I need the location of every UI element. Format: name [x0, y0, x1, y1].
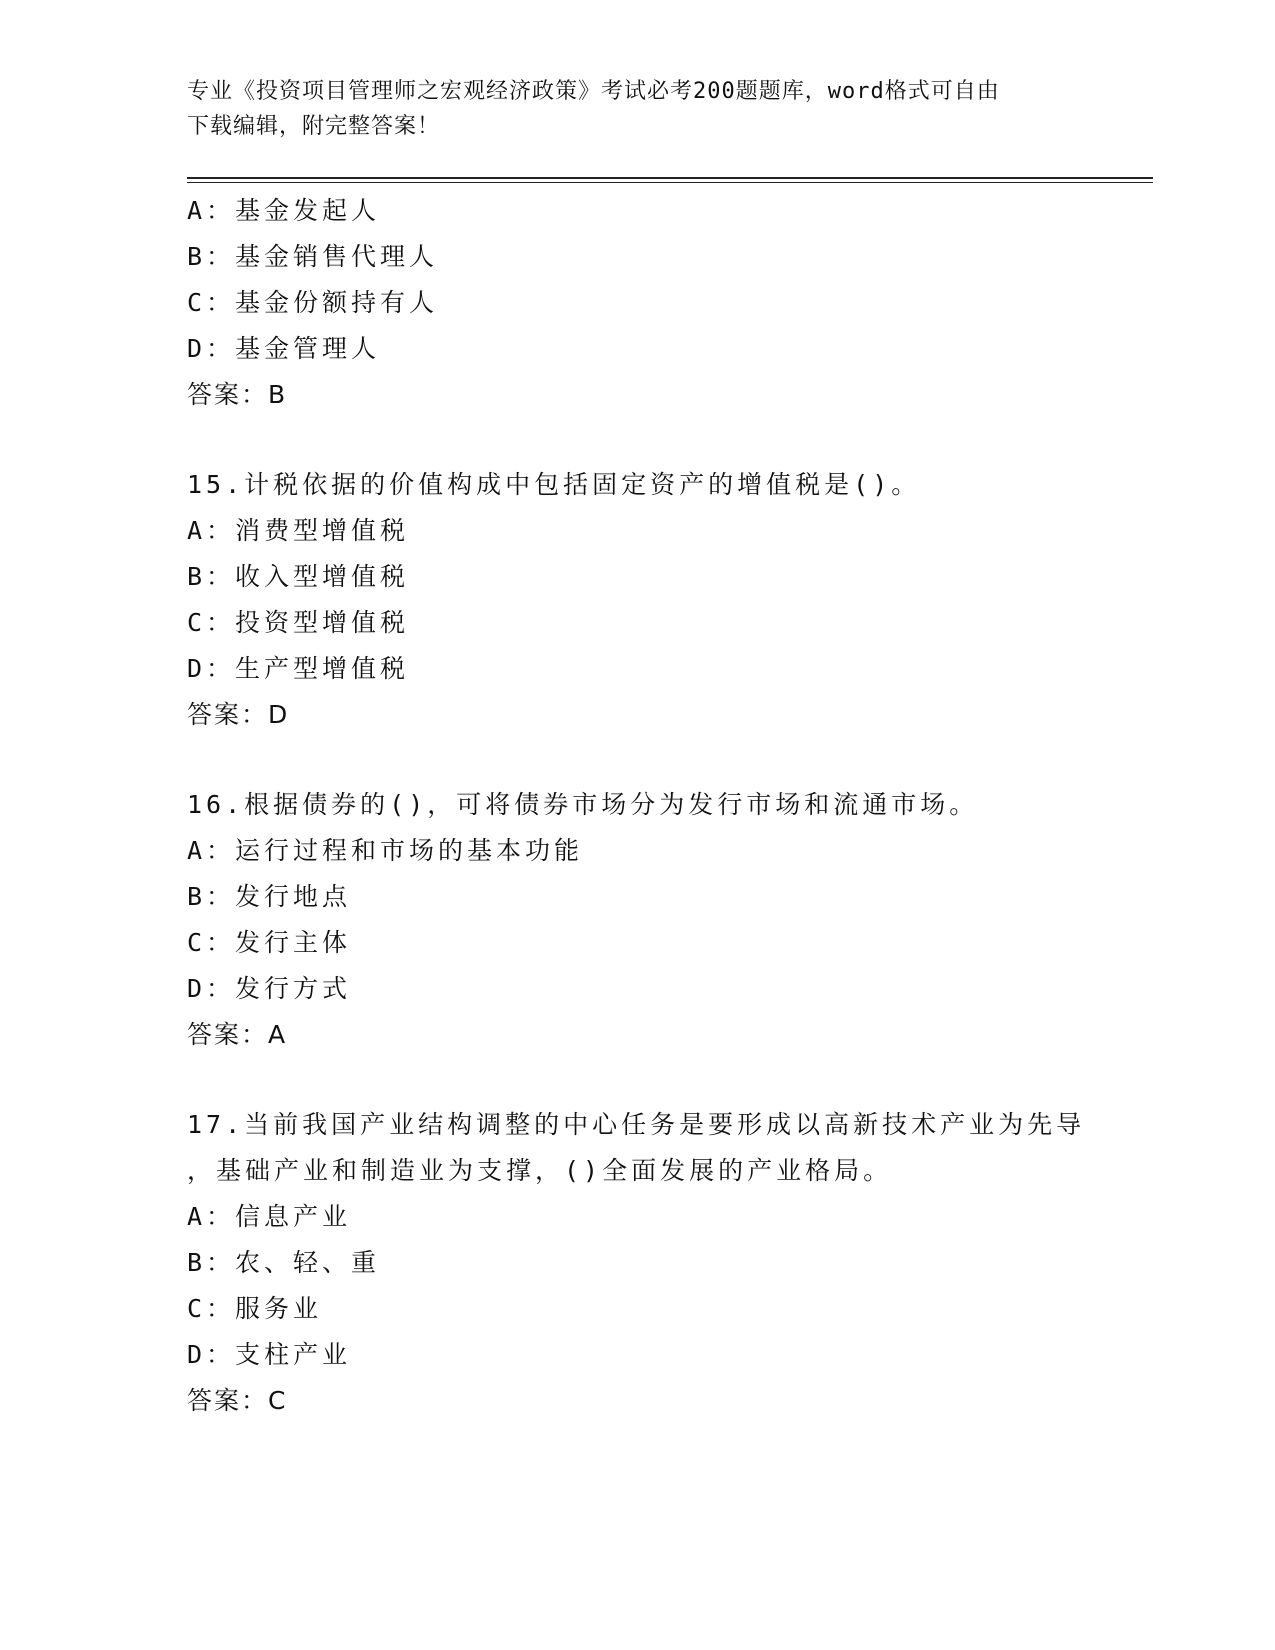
question-text: 15.计税依据的价值构成中包括固定资产的增值税是()。	[187, 470, 921, 499]
header-rule-thick	[187, 177, 1153, 179]
header-line-1: 专业《投资项目管理师之宏观经济政策》考试必考200题题库，word格式可自由	[187, 79, 1000, 104]
option-d: D：发行方式	[187, 974, 352, 1003]
option-a: A：消费型增值税	[187, 516, 410, 545]
option-d: D：支柱产业	[187, 1340, 352, 1369]
question-text-line-2: ，基础产业和制造业为支撑，()全面发展的产业格局。	[187, 1156, 893, 1185]
question-list	[187, 188, 1153, 1424]
answer-line: 答案：D	[187, 700, 290, 729]
question-block-15	[187, 462, 1153, 738]
document-header	[187, 74, 1087, 144]
question-block-14	[187, 188, 1153, 418]
option-c: C：服务业	[187, 1294, 323, 1323]
option-d: D：基金管理人	[187, 334, 381, 363]
question-text: 16.根据债券的()，可将债券市场分为发行市场和流通市场。	[187, 790, 979, 819]
answer-line: 答案：B	[187, 380, 288, 409]
question-text-line-1: 17.当前我国产业结构调整的中心任务是要形成以高新技术产业为先导	[187, 1110, 1086, 1139]
header-line-2: 下载编辑，附完整答案！	[187, 114, 441, 139]
header-rule-thin	[187, 182, 1153, 183]
option-c: C：基金份额持有人	[187, 288, 439, 317]
option-b: B：发行地点	[187, 882, 352, 911]
option-a: A：信息产业	[187, 1202, 352, 1231]
option-c: C：投资型增值税	[187, 608, 410, 637]
question-block-17	[187, 1102, 1153, 1424]
answer-line: 答案：C	[187, 1386, 288, 1415]
answer-line: 答案：A	[187, 1020, 288, 1049]
option-b: B：基金销售代理人	[187, 242, 439, 271]
option-b: B：收入型增值税	[187, 562, 410, 591]
option-a: A：基金发起人	[187, 196, 381, 225]
option-c: C：发行主体	[187, 928, 352, 957]
option-d: D：生产型增值税	[187, 654, 410, 683]
option-b: B：农、轻、重	[187, 1248, 381, 1277]
option-a: A：运行过程和市场的基本功能	[187, 836, 584, 865]
question-block-16	[187, 782, 1153, 1058]
